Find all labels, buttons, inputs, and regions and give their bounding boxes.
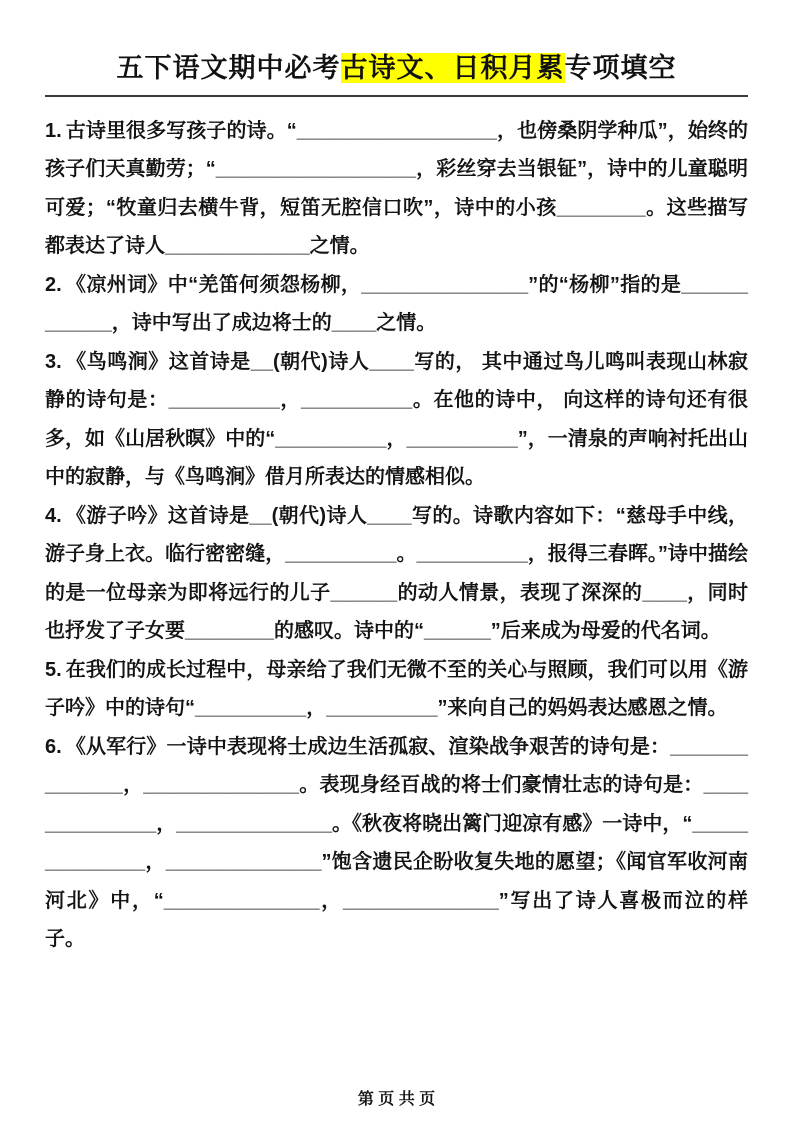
title-highlight: 古诗文、日积月累	[340, 53, 565, 83]
question-3	[45, 343, 748, 497]
question-1-text: 古诗里很多写孩子的诗。“__________________，也傍桑阴学种瓜”，始终的孩子们天真勤劳；“__________________，彩丝穿去当银钲”，诗中的儿童聪明可爱；“牧童归去横牛背，短笛无腔信口吹”，诗中的小孩________。这些描写都表达了诗人_____________之情。	[45, 119, 748, 258]
title-divider	[45, 95, 748, 97]
title-prefix: 五下语文期中必考	[116, 53, 341, 83]
question-5-text: 在我们的成长过程中，母亲给了我们无微不至的关心与照顾，我们可以用《游子吟》中的诗句“__________，__________”来向自己的妈妈表达感恩之情。	[45, 658, 748, 720]
question-2-number: 2.	[45, 273, 62, 296]
question-1-number: 1.	[45, 119, 62, 142]
question-3-text: 《鸟鸣涧》这首诗是__(朝代)诗人____写的， 其中通过鸟儿鸣叫表现山林寂静的诗句是：__________，__________。在他的诗中， 向这样的诗句还有很多，如《山居秋暝》中的“__________，__________”，一清泉的声响衬托出山中的寂静，与《鸟鸣涧》借月所表达的情感相似。	[45, 350, 748, 489]
question-3-number: 3.	[45, 350, 62, 373]
worksheet-body	[45, 112, 748, 959]
question-4-text: 《游子吟》这首诗是__(朝代)诗人____写的。诗歌内容如下：“慈母手中线，游子身上衣。临行密密缝，__________。__________，报得三春晖。”诗中描绘的是一位母亲为即将远行的儿子______的动人情景，表现了深深的____，同时也抒发了子女要________的感叹。诗中的“______”后来成为母爱的代名词。	[45, 504, 748, 643]
question-6-number: 6.	[45, 735, 62, 758]
question-6	[45, 728, 748, 959]
question-6-text: 《从军行》一诗中表现将士成边生活孤寂、渲染战争艰苦的诗句是：______________，______________。表现身经百战的将士们豪情壮志的诗句是：______________，______________。《秋夜将晓出篱门迎凉有感》一诗中，“______________，______________”饱含遗民企盼收复失地的愿望；《闻官军收河南河北》中，“______________，______________”写出了诗人喜极而泣的样子。	[45, 735, 748, 951]
question-5	[45, 651, 748, 728]
title-suffix: 专项填空	[564, 53, 677, 83]
question-5-number: 5.	[45, 658, 62, 681]
page-title	[45, 52, 748, 86]
question-4-number: 4.	[45, 504, 62, 527]
question-1	[45, 112, 748, 266]
question-2	[45, 266, 748, 343]
question-4	[45, 497, 748, 651]
page-footer: 第 页 共 页	[357, 1091, 436, 1108]
question-2-text: 《凉州词》中“羌笛何须怨杨柳，_______________”的“杨柳”指的是____________，诗中写出了成边将士的____之情。	[45, 273, 748, 335]
